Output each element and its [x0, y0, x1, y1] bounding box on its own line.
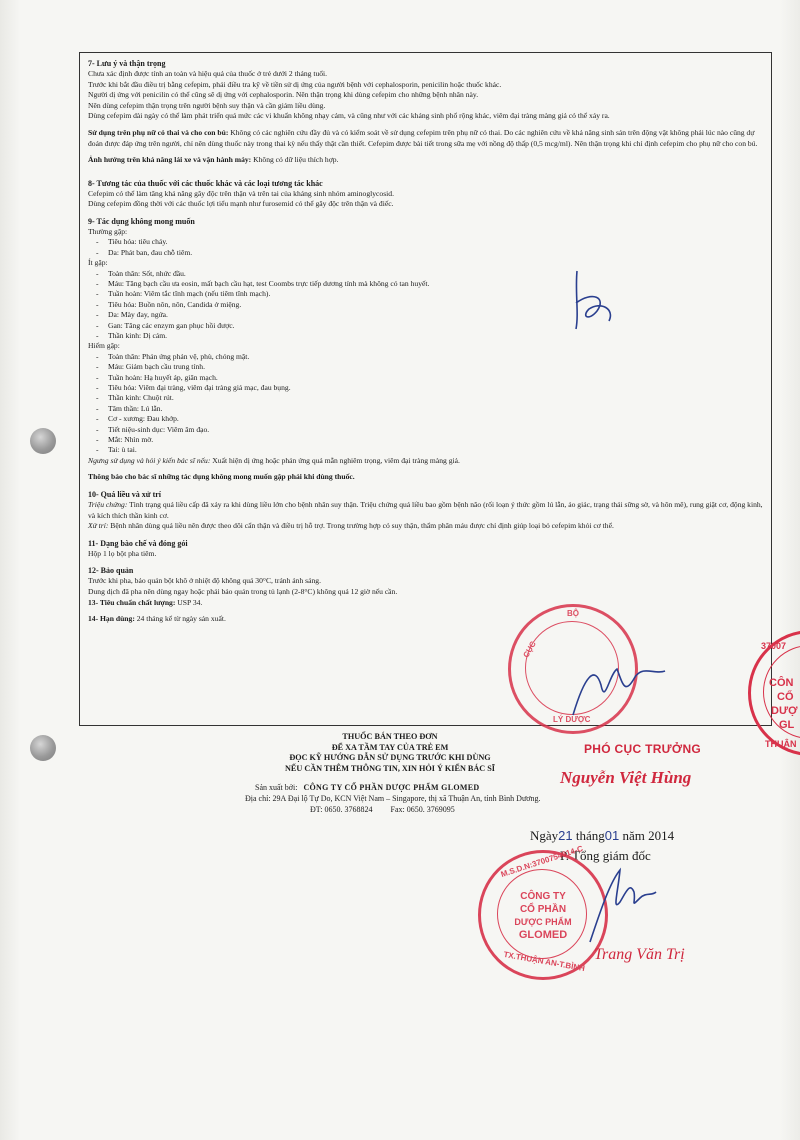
- s7-driving-label: Ảnh hưởng trên khả năng lái xe và vận hành máy:: [88, 155, 252, 165]
- ministry-stamp-mid: CỤC: [521, 639, 538, 660]
- company-stamp-l1: CÔNG TY: [520, 891, 566, 902]
- s9-rare-item: - Mắt: Nhìn mờ.: [88, 435, 763, 445]
- s9-uncommon-item: - Tuần hoàn: Viêm tắc tĩnh mạch (nếu tiêm tĩnh mạch).: [88, 289, 763, 299]
- s9-rare-item: - Tâm thần: Lú lẫn.: [88, 404, 763, 414]
- company-stamp-l3: DƯỢC PHẨM: [514, 917, 572, 927]
- section-13-value: USP 34.: [175, 597, 203, 607]
- s10-treatment-text: Bệnh nhân dùng quá liều nên được theo dõi cẩn thận và điều trị hỗ trợ. Trong trường hợp có suy thận, thẩm phân máu được chỉ định giúp loại bỏ cefepim khỏi cơ thể.: [108, 521, 614, 531]
- ministry-stamp-top: BỘ: [567, 609, 579, 618]
- section-12-title: 12- Bảo quản: [88, 566, 134, 576]
- company-stamp-l4: GLOMED: [518, 929, 568, 941]
- footer-line-4: NẾU CẦN THÊM THÔNG TIN, XIN HỎI Ý KIẾN BÁC SĨ: [285, 763, 495, 773]
- section-14-value: 24 tháng kể từ ngày sản xuất.: [134, 614, 226, 624]
- s9-uncommon-item: - Tiêu hóa: Buồn nôn, nôn, Candida ở miệng.: [88, 300, 763, 310]
- s9-uncommon-item: - Gan: Tăng các enzym gan phục hồi được.: [88, 321, 763, 331]
- s9-rare-item: - Tiêu hóa: Viêm đại tràng, viêm đại tràng giả mạc, đau bụng.: [88, 383, 763, 393]
- section-7-title: 7- Lưu ý và thận trọng: [88, 59, 166, 68]
- signer-name: Trang Văn Trị: [594, 946, 685, 963]
- signing-date: [530, 828, 674, 844]
- s9-rare-item: - Cơ - xương: Đau khớp.: [88, 414, 763, 424]
- s10-treatment-label: Xử trí:: [88, 521, 109, 531]
- edge-stamp-ring: 37007: [761, 641, 787, 651]
- leaflet-content: [88, 58, 763, 625]
- s9-rare-label: Hiếm gặp:: [88, 341, 120, 351]
- manufacturer-label: Sản xuất bởi:: [255, 783, 298, 792]
- s8-p1: Cefepim có thể làm tăng khả năng gây độc trên thận và trên tai của kháng sinh nhóm aminoglycosid.: [88, 188, 394, 198]
- s7-pregnancy-label: Sử dụng trên phụ nữ có thai và cho con bú:: [88, 127, 229, 137]
- s9-stop-label: Ngưng sử dụng và hỏi ý kiến bác sĩ nếu:: [88, 455, 211, 465]
- s7-pregnancy: [88, 128, 763, 149]
- edge-stamp-bottom: THUẬN: [765, 739, 797, 749]
- section-14: [88, 614, 763, 625]
- s8-p2: Dùng cefepim đồng thời với các thuốc lợi tiểu mạnh như furosemid có thể gây độc trên thận và điếc.: [88, 199, 394, 209]
- date-day: 21: [558, 828, 573, 843]
- company-stamp-ring: M.S.D.N:3700754914-C: [499, 843, 585, 880]
- s9-rare-item: - Thần kinh: Chuột rút.: [88, 393, 763, 403]
- s9-uncommon-label: Ít gặp:: [88, 258, 108, 268]
- section-8-title: 8- Tương tác của thuốc với các thuốc khác và các loại tương tác khác: [88, 178, 323, 188]
- edge-stamp-l3: DƯỢ: [771, 705, 798, 717]
- s7-p1: Chưa xác định được tính an toàn và hiệu quả của thuốc ở trẻ dưới 2 tháng tuổi.: [88, 69, 328, 78]
- leaflet-frame: [79, 52, 772, 726]
- s9-rare-item: - Tiết niệu-sinh dục: Viêm âm đạo.: [88, 425, 763, 435]
- s9-common-item: - Tiêu hóa: tiêu chảy.: [88, 237, 763, 247]
- company-stamp-l2: CỔ PHẦN: [519, 904, 567, 915]
- s7-pregnancy-text: Không có các nghiên cứu đầy đủ và có kiểm soát về sử dụng cefepim trên phụ nữ có thai. Do các nghiên cứu về khả năng sinh sản trên động vật không phải lúc nào cũng dự đoán được đáp ứng trên người, chỉ nên dùng thuốc này trong thai kỳ nếu thấy thật cần thiết. Cefepim được bài tiết trong sữa mẹ với nồng độ thấp (0,5 mcg/ml). Nên thận trọng khi chỉ định cefepim cho phụ nữ cho con bú.: [88, 127, 758, 148]
- date-month: 01: [604, 828, 620, 843]
- s7-p4: Nên dùng cefepim thận trọng trên người bệnh suy thận và cần giảm liều dùng.: [88, 100, 326, 110]
- s9-uncommon-item: - Da: Mày đay, ngứa.: [88, 310, 763, 320]
- s7-p2: Trước khi bắt đầu điều trị bằng cefepim, phải điều tra kỹ về tiền sử dị ứng của người bệnh với cephalosporin, penicilin hoặc thuốc khác.: [88, 79, 502, 89]
- ministry-signature: [565, 655, 675, 725]
- s9-uncommon-item: - Máu: Tăng bạch cầu ưa eosin, mất bạch cầu hạt, test Coombs trực tiếp dương tính mà không có tan huyết.: [88, 279, 763, 289]
- s7-p5: Dùng cefepim dài ngày có thể làm phát triển quá mức các vi khuẩn không nhạy cảm, và cũng như với các kháng sinh phổ rộng khác, viêm đại tràng màng giả có thể xảy ra.: [88, 111, 610, 121]
- s9-common-label: Thường gặp:: [88, 226, 128, 236]
- s9-rare-item: - Toàn thân: Phản ứng phản vệ, phù, chóng mặt.: [88, 352, 763, 362]
- s9-stop: [88, 456, 763, 467]
- s9-common-item: - Da: Phát ban, đau chỗ tiêm.: [88, 248, 763, 258]
- approval-name: Nguyễn Việt Hùng: [560, 768, 692, 787]
- section-14-title: 14- Hạn dùng:: [88, 614, 135, 624]
- section-9-title: 9- Tác dụng không mong muốn: [88, 216, 195, 226]
- company-stamp-bottom: TX.THUẬN AN-T.BÌNH: [502, 949, 586, 974]
- s7-p3: Người dị ứng với penicilin có thể cũng sẽ dị ứng với cephalosporin. Nên thận trọng khi dùng cefepim cho những bệnh nhân này.: [88, 90, 479, 100]
- s12-p2: Dung dịch đã pha nên dùng ngay hoặc phải bảo quản trong tủ lạnh (2-8°C) không quá 12 giờ nếu cần.: [88, 587, 398, 597]
- footer-line-3: ĐỌC KỸ HƯỚNG DẪN SỬ DỤNG TRƯỚC KHI DÙNG: [289, 753, 491, 762]
- company-signature: [560, 862, 670, 952]
- s7-driving-text: Không có dữ liệu thích hợp.: [251, 155, 339, 165]
- approval-title: PHÓ CỤC TRƯỞNG: [584, 742, 702, 756]
- manufacturer-contacts: [255, 804, 635, 815]
- punch-hole-bottom: [30, 735, 56, 761]
- manufacturer-phone: ĐT: 0650. 3768824: [310, 805, 373, 814]
- date-month-label: tháng: [575, 828, 605, 843]
- s9-uncommon-item: - Toàn thân: Sốt, nhức đầu.: [88, 269, 763, 279]
- s9-stop-text: Xuất hiện dị ứng hoặc phản ứng quá mẫn nghiêm trọng, viêm đại tràng màng giả.: [210, 455, 460, 465]
- footer-line-2: ĐỂ XA TẦM TAY CỦA TRẺ EM: [331, 742, 449, 752]
- footer-warnings: [230, 732, 550, 774]
- s9-rare-item: - Tai: ù tai.: [88, 445, 763, 455]
- s9-rare-item: - Tuần hoàn: Hạ huyết áp, giãn mạch.: [88, 373, 763, 383]
- punch-hole-top: [30, 428, 56, 454]
- s9-uncommon-item: - Thần kinh: Dị cảm.: [88, 331, 763, 341]
- s10-symptoms-label: Triệu chứng:: [88, 500, 128, 510]
- s10-treatment: [88, 521, 763, 532]
- manufacturer-fax: Fax: 0650. 3769095: [390, 805, 455, 814]
- section-13: [88, 598, 763, 609]
- date-prefix: Ngày: [530, 828, 559, 843]
- section-11-title: 11- Dạng bào chế và đóng gói: [88, 538, 188, 548]
- date-year: năm 2014: [622, 828, 675, 843]
- s12-p1: Trước khi pha, bảo quản bột khô ở nhiệt độ không quá 30°C, tránh ánh sáng.: [88, 576, 321, 586]
- edge-stamp-l1: CÔN: [769, 677, 794, 689]
- ministry-stamp-bottom: LÝ DƯỢC: [553, 715, 591, 724]
- s10-symptoms-text: Tình trạng quá liều cấp đã xảy ra khi dùng liều lớn cho bệnh nhân suy thận. Triệu chứng quá liều bao gồm bệnh não (rối loạn ý thức gồm lú lẫn, ảo giác, trạng thái sững sờ, và hôn mê), rung giật cơ, động kinh, và kích thích thần kinh cơ.: [88, 500, 763, 520]
- s7-driving: [88, 155, 763, 166]
- section-10-title: 10- Quá liều và xử trí: [88, 490, 162, 500]
- s9-rare-item: - Máu: Giảm bạch cầu trung tính.: [88, 362, 763, 372]
- edge-stamp-l4: GL: [779, 719, 795, 731]
- initial-signature: [567, 263, 627, 338]
- edge-stamp-l2: CỔ: [777, 691, 794, 703]
- footer-line-1: THUỐC BÁN THEO ĐƠN: [342, 732, 438, 741]
- section-13-title: 13- Tiêu chuẩn chất lượng:: [88, 597, 176, 607]
- manufacturer-address: Địa chỉ: 29A Đại lộ Tự Do, KCN Việt Nam – Singapore, thị xã Thuận An, tỉnh Bình Dương.: [245, 794, 541, 803]
- s10-symptoms: [88, 500, 763, 521]
- s11-p1: Hộp 1 lọ bột pha tiêm.: [88, 548, 157, 558]
- manufacturer-name: CÔNG TY CỔ PHẦN DƯỢC PHẨM GLOMED: [303, 783, 480, 792]
- signer-title: P. Tổng giám đốc: [560, 848, 651, 863]
- s9-notify: Thông báo cho bác sĩ những tác dụng không mong muốn gặp phải khi dùng thuốc.: [88, 472, 355, 482]
